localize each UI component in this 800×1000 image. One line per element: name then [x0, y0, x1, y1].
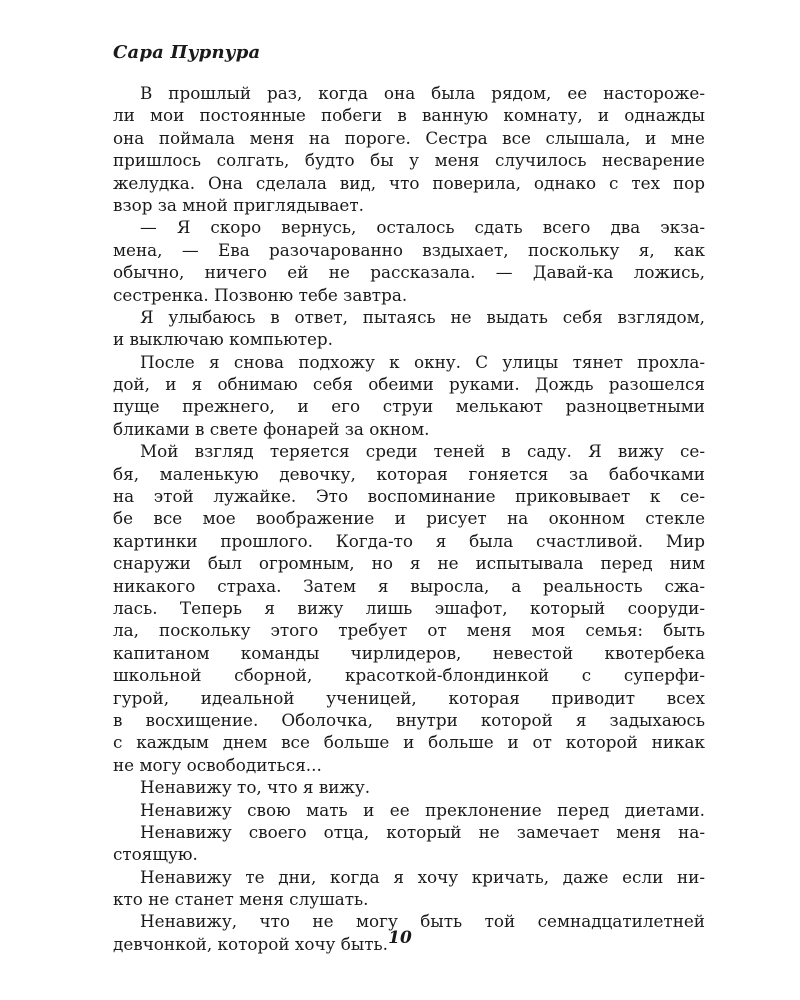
text-line: капитаном команды чирлидеров, невестой квотербека	[113, 642, 705, 663]
text-line: бликами в свете фонарей за окном.	[113, 418, 430, 439]
text-line: — Я скоро вернусь, осталось сдать всего два экза-	[140, 217, 705, 238]
text-line: картинки прошлого. Когда-то я была счастливой. Мир	[113, 530, 705, 551]
text-line: дой, и я обнимаю себя обеими руками. Дождь разошелся	[113, 374, 705, 395]
text-line: бя, маленькую девочку, которая гоняется за бабочками	[113, 463, 705, 484]
text-line: Ненавижу, что не могу быть той семнадцатилетней	[140, 911, 705, 932]
text-line: пришлось солгать, будто бы у меня случилось несварение	[113, 150, 705, 171]
text-line: В прошлый раз, когда она была рядом, ее настороже-	[140, 83, 705, 103]
text-line: девчонкой, которой хочу быть.	[113, 933, 388, 954]
text-line: стоящую.	[113, 844, 198, 865]
text-line: ли мои постоянные побеги в ванную комнату, и однажды	[113, 105, 705, 126]
text-line: снаружи был огромным, но я не испытывала перед ним	[113, 553, 705, 574]
body-text	[113, 82, 705, 955]
text-line: сестренка. Позвоню тебе завтра.	[113, 284, 408, 305]
text-line: Мой взгляд теряется среди теней в саду. Я вижу се-	[140, 441, 705, 462]
page-number: 10	[388, 928, 412, 948]
text-line: она поймала меня на пороге. Сестра все слышала, и мне	[113, 127, 705, 148]
text-line: бе все мое воображение и рисует на оконном стекле	[113, 508, 705, 529]
text-line: школьной сборной, красоткой-блондинкой с суперфи-	[113, 665, 705, 686]
text-line: Ненавижу своего отца, который не замечает меня на-	[140, 821, 705, 842]
text-line: Ненавижу те дни, когда я хочу кричать, даже если ни-	[140, 866, 705, 887]
text-line: на этой лужайке. Это воспоминание приковывает к се-	[113, 486, 705, 507]
text-line: Ненавижу то, что я вижу.	[140, 777, 371, 798]
text-line: Ненавижу свою мать и ее преклонение перед диетами.	[140, 799, 705, 820]
text-line: кто не станет меня слушать.	[113, 889, 369, 910]
text-line: обычно, ничего ей не рассказала. — Давай-ка ложись,	[113, 262, 705, 283]
running-head-author: Сара Пурпура	[113, 42, 261, 63]
text-line: гурой, идеальной ученицей, которая приводит всех	[113, 687, 705, 708]
text-line: с каждым днем все больше и больше и от которой никак	[113, 732, 705, 753]
text-line: ла, поскольку этого требует от меня моя семья: быть	[113, 620, 705, 641]
text-line: в восхищение. Оболочка, внутри которой я задыхаюсь	[113, 709, 705, 730]
text-line: Я улыбаюсь в ответ, пытаясь не выдать себя взглядом,	[140, 306, 705, 327]
text-line: лась. Теперь я вижу лишь эшафот, который сооруди-	[113, 597, 705, 618]
text-line: После я снова подхожу к окну. С улицы тянет прохла-	[140, 351, 705, 372]
text-line: не могу освободиться...	[113, 754, 322, 775]
text-line: желудка. Она сделала вид, что поверила, однако с тех пор	[113, 172, 705, 193]
text-line: никакого страха. Затем я выросла, а реальность сжа-	[113, 575, 705, 596]
text-line: мена, — Ева разочарованно вздыхает, поскольку я, как	[113, 239, 705, 260]
text-line: взор за мной приглядывает.	[113, 194, 364, 215]
text-line: и выключаю компьютер.	[113, 329, 333, 350]
text-line: пуще прежнего, и его струи мелькают разноцветными	[113, 396, 705, 417]
